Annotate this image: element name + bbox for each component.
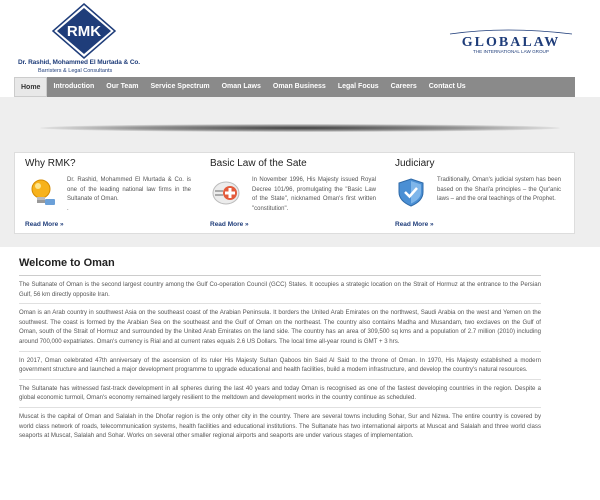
feature-text-extra: . [67, 205, 69, 212]
read-more-link[interactable]: Read More » [25, 221, 64, 228]
main-content [19, 257, 541, 445]
rmk-diamond-icon [52, 3, 116, 59]
feature-why-rmk [15, 153, 200, 235]
nav-item-contact-us[interactable]: Contact Us [428, 83, 466, 90]
slider-shadow [40, 124, 560, 132]
nav-item-introduction[interactable]: Introduction [53, 83, 95, 90]
page-title: Welcome to Oman [19, 257, 115, 269]
firm-name: Dr. Rashid, Mohammed El Murtada & Co. [18, 59, 140, 66]
medical-plus-icon [210, 177, 242, 207]
svg-text:RMK: RMK [66, 23, 102, 40]
feature-text-body: Dr. Rashid, Mohammed El Murtada & Co. is one of the leading national law firms in the Sultanate of Oman. [67, 177, 191, 202]
nav-item-careers[interactable]: Careers [390, 83, 417, 90]
content-paragraph: Muscat is the capital of Oman and Salalah in the Dhofar region is the only other city in the country. There are several towns including Sohar, Sur and Nizwa. The entire country is covered by world class network of roads, telecommunication systems, health facilities and educational institutions. The Sultanate has two international airports at Muscat and Salalah and three world class seaports at Muscat, Salalah and Sohar. Works on several other smaller regional airports and seaports are under various stages of implementation. [19, 412, 541, 440]
globalaw-logo[interactable] [446, 28, 576, 56]
svg-text:THE INTERNATIONAL LAW GROUP: THE INTERNATIONAL LAW GROUP [473, 49, 549, 54]
read-more-link[interactable]: Read More » [210, 221, 249, 228]
nav-item-our-team[interactable]: Our Team [106, 83, 139, 90]
content-paragraph: The Sultanate has witnessed fast-track development in all spheres during the last 40 years and today Oman is recognised as one of the fastest developing countries in the region. Despite a global economic turmoil, Oman's economy remained largely resilient to the meltdown and development works in the country continue as scheduled. [19, 380, 541, 408]
content-paragraph: In 2017, Oman celebrated 47th anniversary of the ascension of its ruler His Majesty Sultan Qaboos bin Said Al Said to the throne of Oman. In 1970, His Majesty established a modern government structure and launched a major development programme to upgrade educational and health facilities, build a modern infrastructure, and develop the country's natural resources. [19, 352, 541, 380]
content-paragraph: The Sultanate of Oman is the second largest country among the Gulf Co-operation Council (GCC) States. It occupies a strategic location on the Strait of Hormuz at the entrance to the Persian Gulf, 56 km directly opposite Iran. [19, 276, 541, 304]
feature-title: Why RMK? [25, 158, 76, 169]
nav-item-legal-focus[interactable]: Legal Focus [337, 83, 379, 90]
firm-subtitle: Barristers & Legal Consultants [38, 68, 113, 74]
nav-item-oman-business[interactable]: Oman Business [272, 83, 326, 90]
read-more-link[interactable]: Read More » [395, 221, 434, 228]
nav-item-oman-laws[interactable]: Oman Laws [221, 83, 261, 90]
rmk-logo[interactable] [18, 3, 158, 75]
feature-judiciary [385, 153, 570, 235]
lightbulb-icon [25, 177, 57, 207]
main-nav [14, 77, 575, 97]
feature-basic-law [200, 153, 385, 235]
nav-item-service-spectrum[interactable]: Service Spectrum [150, 83, 210, 90]
feature-text: In November 1996, His Majesty issued Royal Decree 101/96, promulgating the "Basic Law of the State", nicknamed Oman's first written "constitution". [252, 177, 376, 212]
feature-text: Traditionally, Oman's judicial system has been based on the Shari'a principles – the Qur'anic laws – and the oral teachings of the Prophet. [437, 177, 561, 202]
feature-boxes [14, 152, 575, 234]
shield-check-icon [395, 177, 427, 207]
content-paragraph: Oman is an Arab country in southwest Asia on the southeast coast of the Arabian Peninsula. It borders the United Arab Emirates on the northwest, Saudi Arabia on the west and Yemen on the southwest. The coast is formed by the Arabian Sea on the southeast and the Gulf of Oman on the northeast. The country also contains Madha and Musandam, two exclaves on the Gulf of Oman, south of the Strait of Hormuz and surrounded by the United Arab Emirates on the land side. The country has an area of 309,500 sq kms and a population of 2.7 million (2010) including around 700,000 expatriates. Oman's currency is Rial and at current rates equals 2.6 US Dollars. The local time all-year round is GMT + 3 hrs. [19, 304, 541, 351]
feature-title: Judiciary [395, 158, 435, 169]
feature-title: Basic Law of the Sate [210, 158, 307, 169]
feature-text [67, 176, 191, 214]
svg-text:GLOBALAW: GLOBALAW [461, 35, 561, 50]
site-header [0, 0, 600, 76]
nav-item-home[interactable]: Home [14, 77, 47, 97]
